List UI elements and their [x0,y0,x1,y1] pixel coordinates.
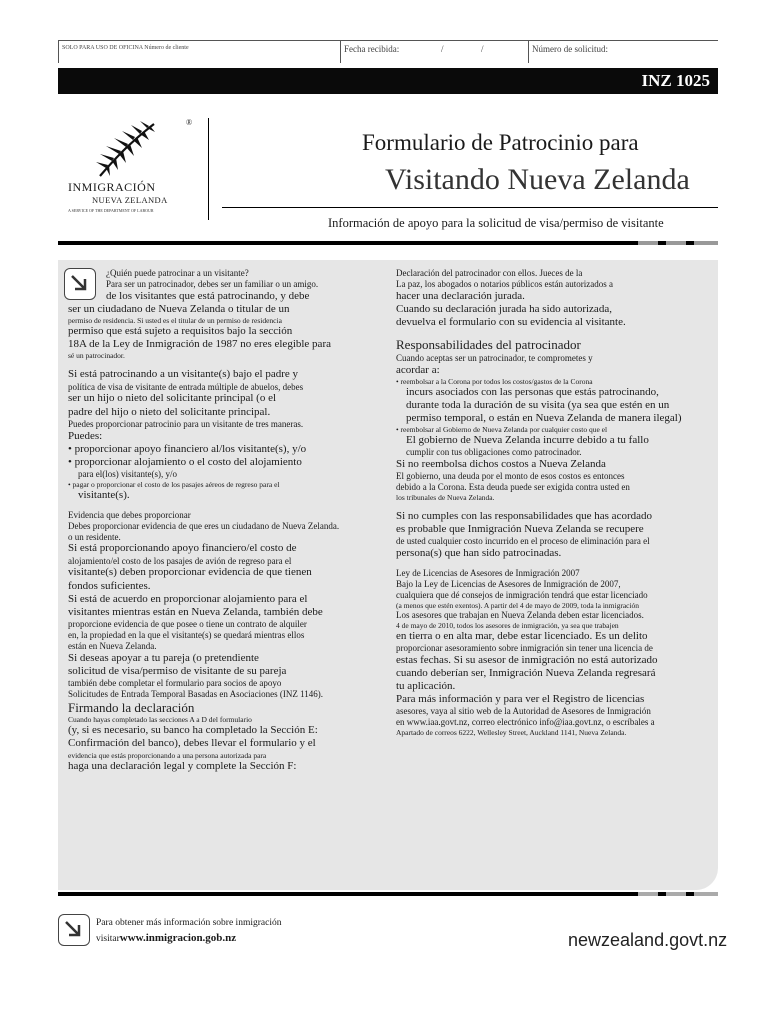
fern-icon [92,118,162,178]
govt-site-logo: newzealand.govt.nz [568,930,728,950]
immigration-logo [62,118,202,218]
left-text-line: ser un ciudadano de Nueva Zelanda o titular de un [68,302,290,315]
left-heading: Firmando la declaración [68,699,195,715]
info-panel [58,260,718,890]
left-text-line: sé un patrocinador. [68,351,125,361]
left-text-line: visitante(s). [78,488,130,501]
office-use-strip [58,40,718,63]
form-code-bar [58,68,718,94]
left-text-line: también debe completar el formulario para socios de apoyo [68,677,282,688]
left-text-line: Solicitudes de Entrada Temporal Basadas en Asociaciones (INZ 1146). [68,688,324,699]
left-text-line: ser un hijo o nieto del solicitante principal (o el [68,392,277,405]
left-text-line: visitante(s) deben proporcionar evidencia de que tienen [68,566,312,579]
left-text-line: ¿Quién puede patrocinar a un visitante? [106,268,249,278]
left-text-line: • pagar o proporcionar el costo de los pasajes aéreos de regreso para el [68,479,280,489]
brand-sub: NUEVA ZELANDA [92,195,168,205]
form-title-line1: Formulario de Patrocinio para [362,130,639,155]
right-heading: Responsabilidades del patrocinador [396,337,581,353]
right-text-line: durante toda la duración de su visita (ya sea que estén en un [406,398,670,411]
right-text-line: Si no reembolsa dichos costos a Nueva Zelanda [396,458,606,471]
left-text-line: para el(los) visitante(s), y/o [78,469,177,480]
right-text-line: Cuando aceptas ser un patrocinador, te comprometes y [396,352,593,363]
right-text-line: tu aplicación. [396,679,456,692]
footer-website-link[interactable]: www.inmigracion.gob.nz [119,932,237,945]
right-text-line: (a menos que estén exentos). A partir del 4 de mayo de 2009, toda la inmigración [396,600,640,610]
right-text-line: proporcionar asesoramiento sobre inmigración sin tener una licencia de [396,642,653,653]
left-text-line: permiso que está sujeto a requisitos bajo la sección [68,324,293,337]
left-text-line: Si está de acuerdo en proporcionar alojamiento para el [68,592,308,605]
left-text-line: alojamiento/el costo de los pasajes de avión de regreso para el [68,555,292,566]
left-text-line: Si está proporcionando apoyo financiero/el costo de [68,542,297,555]
right-text-line: Los asesores que trabajan en Nueva Zelanda deben estar licenciados. [396,609,644,620]
spacer [396,329,712,337]
left-text-line: Puedes proporcionar patrocinio para un visitante de tres maneras. [68,418,304,429]
registered-mark: ® [186,118,193,127]
right-column [396,268,712,737]
right-text-line: persona(s) que han sido patrocinadas. [396,547,562,560]
left-text-line: visitantes mientras están en Nueva Zelanda, también debe [68,605,323,618]
right-text-line: cuando deberían ser, Inmigración Nueva Zelanda regresará [396,666,656,679]
brand-name: INMIGRACIÓN [68,180,156,194]
right-text-line: en tierra o en alta mar, debe estar licenciado. Es un delito [396,629,648,642]
left-text-line: • proporcionar alojamiento o el costo del alojamiento [68,455,302,468]
right-text-line: Declaración del patrocinador con ellos. Jueces de la [396,268,583,278]
right-text-line: • reembolsar a la Corona por todos los costos/gastos de la Corona [396,376,593,386]
left-text-line: de los visitantes que está patrocinando, y debe [106,289,310,302]
date-separator: / [441,44,444,54]
spacer [68,360,390,368]
title-rule [222,207,718,208]
office-use-label: SOLO PARA USO DE OFICINA Número de cliente [58,41,340,63]
left-text-line: Confirmación del banco), debes llevar el formulario y el [68,737,316,750]
right-text-line: cumplir con tus obligaciones como patrocinador. [406,447,582,458]
left-text-line: • proporcionar apoyo financiero al/los visitante(s), y/o [68,442,307,455]
right-text-line: los tribunales de Nueva Zelanda. [396,493,495,503]
form-title-line2: Visitando Nueva Zelanda [385,163,690,196]
left-text-line: política de visa de visitante de entrada múltiple de abuelos, debes [68,381,304,392]
footer-rule [58,892,718,896]
left-text-line: (y, si es necesario, su banco ha completado la Sección E: [68,724,318,737]
left-text-line: Si deseas apoyar a tu pareja (o pretendiente [68,651,259,664]
right-text-line: Cuando su declaración jurada ha sido autorizada, [396,302,612,315]
application-number-label: Número de solicitud: [532,44,608,54]
right-text-line: Ley de Licencias de Asesores de Inmigración 2007 [396,568,580,579]
left-text-line: padre del hijo o nieto del solicitante principal. [68,405,271,418]
left-text-line: proporcione evidencia de que posee o tiene un contrato de alquiler [68,619,307,630]
logo-divider [208,118,209,220]
right-text-line: estas fechas. Si su asesor de inmigración no está autorizado [396,653,658,666]
form-subtitle: Información de apoyo para la solicitud de visa/permiso de visitante [328,216,664,230]
right-text-line: Para más información y para ver el Registro de licencias [396,693,645,706]
right-text-line: Apartado de correos 6222, Wellesley Street, Auckland 1141, Nueva Zelanda. [396,727,627,737]
right-text-line: en www.iaa.govt.nz, correo electrónico info@iaa.govt.nz, o escríbales a [396,717,655,728]
right-text-line: Bajo la Ley de Licencias de Asesores de Inmigración de 2007, [396,579,621,590]
left-text-line: Evidencia que debes proporcionar [68,510,191,521]
brand-tagline: A SERVICE OF THE DEPARTMENT OF LABOUR [68,208,154,213]
left-text-line: o un residente. [68,531,121,542]
right-text-line: hacer una declaración jurada. [396,289,525,302]
date-received-field[interactable] [340,41,528,63]
left-text-line: en, la propiedad en la que el visitante(s) se quedará mientras ellos [68,629,305,640]
form-code: INZ 1025 [641,71,710,90]
application-number-field[interactable] [528,41,718,63]
right-text-line: asesores, vaya al sitio web de la Autoridad de Asesores de Inmigración [396,706,651,717]
footer-info [96,916,281,947]
left-text-line: Debes proporcionar evidencia de que eres un ciudadano de Nueva Zelanda. [68,520,340,531]
right-text-line: debido a la Corona. Esta deuda puede ser exigida contra usted en [396,482,630,493]
left-text-line: Para ser un patrocinador, debes ser un familiar o un amigo. [106,278,319,289]
left-text-line: permiso de residencia. Si usted es el titular de un permiso de residencia [68,315,282,325]
left-text-line: Puedes: [68,429,103,442]
footer-line2 [96,930,281,947]
footer-arrow-icon [58,914,90,946]
date-received-label: Fecha recibida: [344,44,400,54]
right-text-line: acordar a: [396,363,440,376]
right-text-line: Si no cumples con las responsabilidades que has acordado [396,510,652,523]
left-text-line: están en Nueva Zelanda. [68,640,157,651]
left-text-line: haga una declaración legal y complete la Sección F: [68,759,297,772]
left-text-line: Cuando hayas completado las secciones A a D del formulario [68,715,252,725]
spacer [68,502,390,510]
left-text-line: 18A de la Ley de Inmigración de 1987 no eres elegible para [68,338,331,351]
right-text-line: devuelva el formulario con su evidencia al visitante. [396,315,626,328]
header-rule [58,241,718,245]
header-rule-accent [638,241,718,245]
right-text-line: 4 de mayo de 2010, todos los asesores de inmigración, ya sea que trabajen [396,620,619,630]
date-separator: / [481,44,484,54]
footer-prefix: visitar [96,934,120,945]
right-text-line: El gobierno, una deuda por el monto de esos costos es entonces [396,471,625,482]
left-text-line: fondos suficientes. [68,579,151,592]
right-text-line: incurs asociados con las personas que estás patrocinando, [406,385,659,398]
right-text-line: de usted cualquier costo incurrido en el proceso de eliminación para el [396,536,650,547]
left-text-line: solicitud de visa/permiso de visitante de su pareja [68,664,287,677]
spacer [396,560,712,568]
right-text-line: El gobierno de Nueva Zelanda incurre debido a tu fallo [406,434,649,447]
right-text-line: permiso temporal, o están en Nueva Zelanda de manera ilegal) [406,412,682,425]
left-column [68,268,390,773]
left-text-line: evidencia que estás proporcionando a una persona autorizada para [68,750,267,760]
spacer [396,502,712,510]
right-text-line: • reembolsar al Gobierno de Nueva Zelanda por cualquier costo que el [396,425,608,435]
right-text-line: La paz, los abogados o notarios públicos están autorizados a [396,278,613,289]
left-text-line: Si está patrocinando a un visitante(s) bajo el padre y [68,368,299,381]
right-text-line: es probable que Inmigración Nueva Zelanda se recupere [396,523,644,536]
footer-rule-accent [638,892,718,896]
footer-line1: Para obtener más información sobre inmigración [96,918,282,928]
right-text-line: cualquiera que dé consejos de inmigración tendrá que estar licenciado [396,590,648,601]
